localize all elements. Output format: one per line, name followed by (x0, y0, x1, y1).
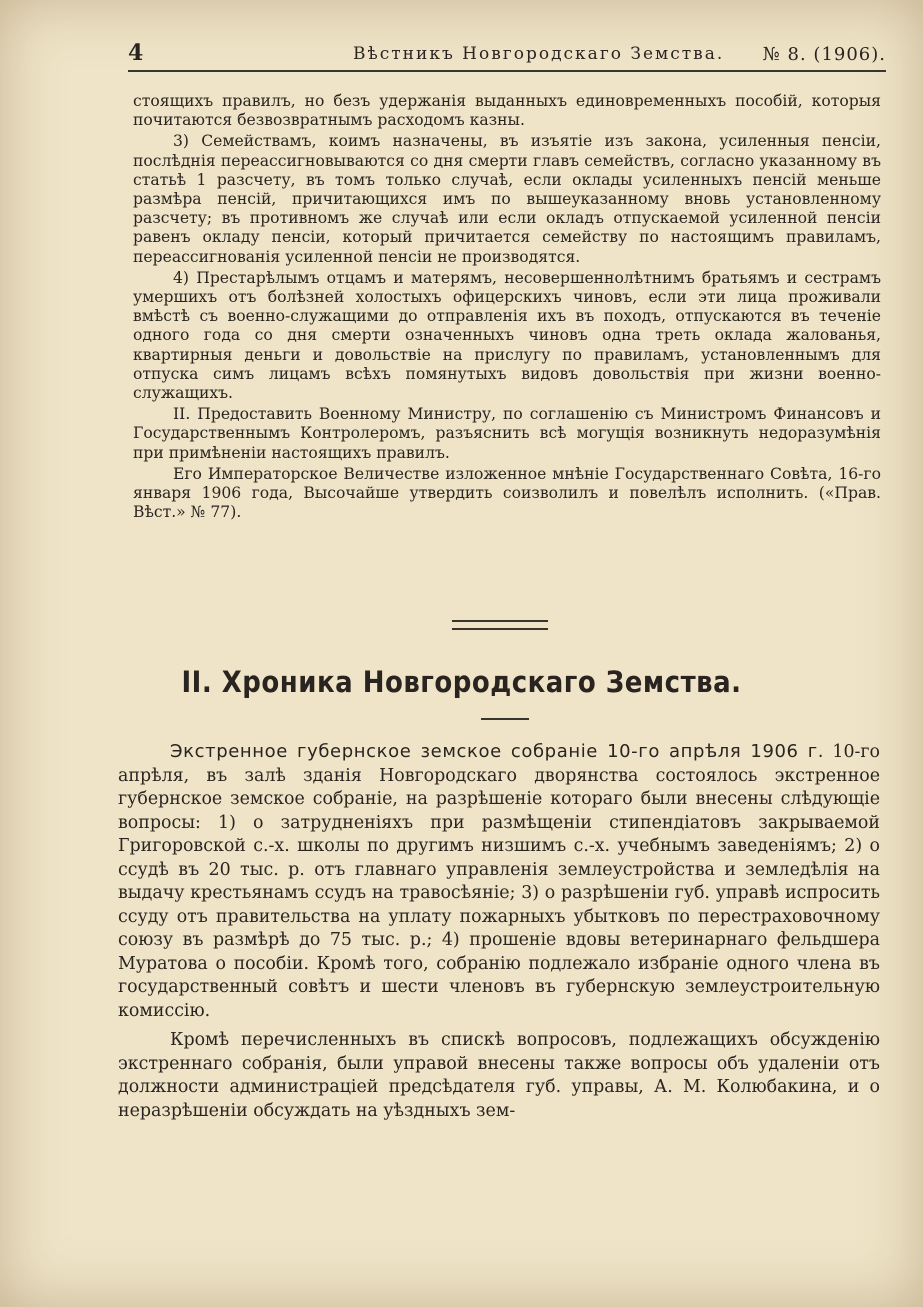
paragraph-assembly (118, 740, 880, 1023)
paragraph-point-4: 4) Престарѣлымъ отцамъ и матерямъ, несовершеннолѣтнимъ братьямъ и сестрамъ умершихъ отъ болѣзней холостыхъ офицерскихъ чиновъ, если эти лица проживали вмѣстѣ съ военно-служащими до отправленія ихъ въ походъ, отпускаются въ теченіе одного года со дня смерти означенныхъ чиновъ одна треть оклада жалованья, квартирныя деньги и довольствіе на прислугу по правиламъ, установленнымъ для отпуска симъ лицамъ всѣхъ помянутыхъ видовъ довольствія при жизни военно-служащихъ. (133, 268, 881, 403)
running-header (128, 40, 886, 72)
decree-text-block (133, 92, 881, 522)
paragraph-approval: Его Императорское Величестве изложенное мнѣніе Государственнаго Совѣта, 16-го января 1906 года, Высочайше утвердить соизволилъ и повелѣлъ исполнить. («Прав. Вѣст.» № 77). (133, 464, 881, 522)
section-divider (452, 620, 548, 630)
paragraph-continuation: стоящихъ правилъ, но безъ удержанія выданныхъ единовременныхъ пособій, которыя почитаются безвозвратнымъ расходомъ казны. (133, 92, 881, 130)
paragraph-additional-questions: Кромѣ перечисленныхъ въ спискѣ вопросовъ, подлежащихъ обсужденію экстреннаго собранія, были управой внесены также вопросы объ удаленіи отъ должности администраціей предсѣдателя губ. управы, А. М. Колюбакина, и о неразрѣшеніи обсуждать на уѣздныхъ зем- (118, 1030, 880, 1121)
paragraph-lead-heading: Экстренное губернское земское собраніе 10-го апрѣля 1906 г. (170, 741, 825, 762)
section-title: II. Хроника Новгородскаго Земства. (181, 666, 742, 700)
chronicle-text-block (118, 740, 880, 1123)
paragraph-section-ii: II. Предоставить Военному Министру, по соглашенію съ Министромъ Финансовъ и Государственнымъ Контролеромъ, разъяснить всѣ могущія возникнуть недоразумѣнія при примѣненіи настоящихъ правилъ. (133, 405, 881, 462)
paragraph-assembly-body: 10-го апрѣля, въ залѣ зданія Новгородскаго дворянства состоялось экстренное губернское земское собраніе, на разрѣшеніе котораго были внесены слѣдующіе вопросы: 1) о затрудненіяхъ при размѣщеніи стипендіатовъ закрываемой Григоровской с.-х. школы по другимъ низшимъ с.-х. учебнымъ заведеніямъ; 2) о ссудѣ въ 20 тыс. р. отъ главнаго управленія землеустройства и земледѣлія на выдачу крестьянамъ ссудъ на травосѣяніе; 3) о разрѣшеніи губ. управѣ испросить ссуду отъ правительства на уплату пожарныхъ убытковъ по перестраховочному союзу въ размѣрѣ до 75 тыс. р.; 4) прошеніе вдовы ветеринарнаго фельдшера Муратова о пособіи. Кромѣ того, собранію подлежало избраніе одного члена въ государственный совѣтъ и шести членовъ въ губернскую землеустроительную комиссію. (118, 742, 880, 1021)
journal-title: Вѣстникъ Новгородскаго Земства. (353, 44, 725, 64)
issue-number: № 8. (1906). (762, 44, 886, 65)
page-number: 4 (128, 40, 145, 66)
paragraph-point-3: 3) Семействамъ, коимъ назначены, въ изъятіе изъ закона, усиленныя пенсіи, послѣднія переассигновываются со дня смерти главъ семействъ, согласно указанному въ статьѣ 1 разсчету, въ томъ только случаѣ, если оклады усиленныхъ пенсій меньше размѣра пенсій, причитающихся имъ по вышеуказанному вновь установленному разсчету; въ противномъ же случаѣ или если окладъ отпускаемой усиленной пенсіи равенъ окладу пенсіи, который причитается семейству по настоящимъ правиламъ, переассигнованія усиленной пенсіи не производятся. (133, 132, 881, 266)
title-underline (481, 718, 529, 720)
